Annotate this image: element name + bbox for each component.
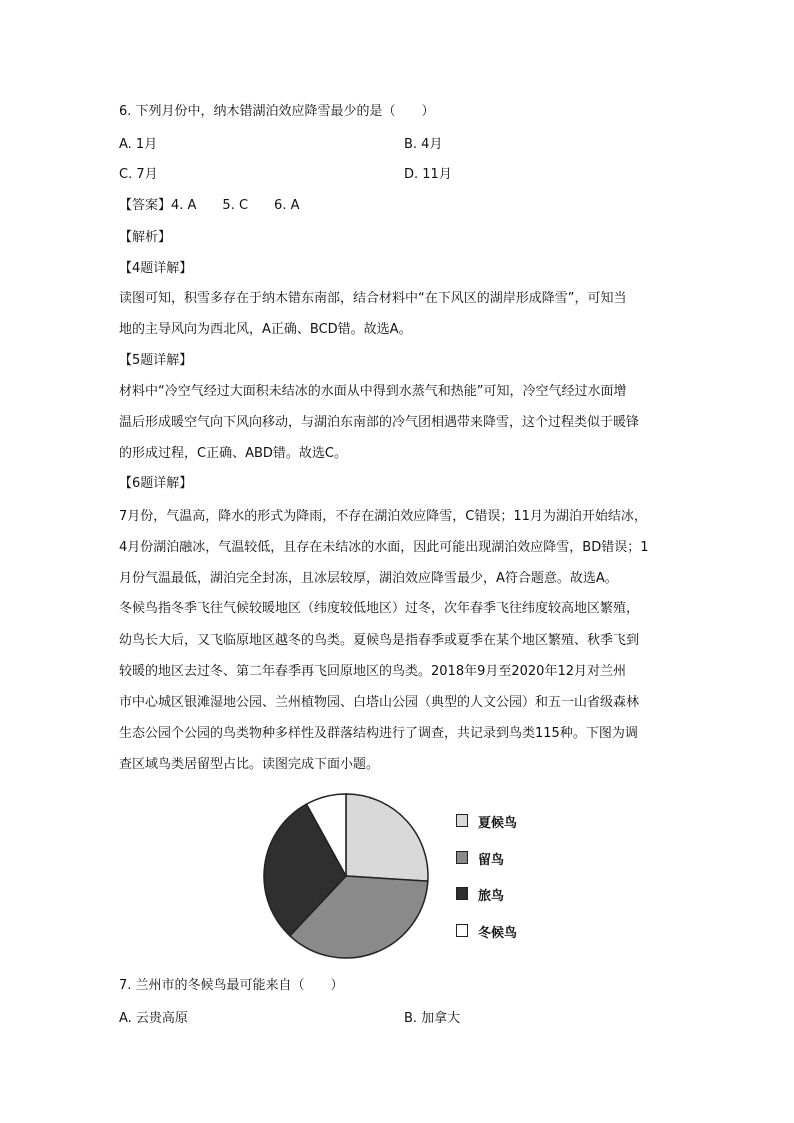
q5-detail-heading: 【5题详解】 [119,353,193,368]
passage-line: 冬候鸟指冬季飞往气候较暖地区（纬度较低地区）过冬，次年春季飞往纬度较高地区繁殖， [119,601,640,616]
question-6-option-d: D. 11月 [404,167,452,182]
analysis-heading: 【解析】 [119,230,172,245]
question-6-option-c: C. 7月 [119,167,158,182]
q4-detail-line: 读图可知，积雪多存在于纳木错东南部，结合材料中“在下风区的湖岸形成降雪”，可知当 [119,291,627,306]
legend-swatch [456,851,468,864]
q6-detail-heading: 【6题详解】 [119,476,193,491]
passage-line: 幼鸟长大后，又飞临原地区越冬的鸟类。夏候鸟是指春季或夏季在某个地区繁殖、秋季飞到 [119,633,640,648]
passage-line: 市中心城区银滩湿地公园、兰州植物园、白塔山公园（典型的人文公园）和五一山省级森林 [119,695,640,710]
question-6-option-b: B. 4月 [404,137,443,152]
q6-detail-line: 7月份，气温高，降水的形式为降雨，不存在湖泊效应降雪，C错误；11月为湖泊开始结冰， [119,509,647,524]
answer-line: 【答案】4. A 5. C 6. A [119,198,300,213]
legend-label: 留鸟 [478,853,505,868]
legend-label: 冬候鸟 [478,926,518,941]
legend-swatch [456,924,468,937]
question-7-option-a: A. 云贵高原 [119,1011,188,1026]
question-7-option-b: B. 加拿大 [404,1011,461,1026]
question-6-option-a: A. 1月 [119,137,158,152]
q5-detail-line: 材料中“冷空气经过大面积未结冰的水面从中得到水蒸气和热能”可知，冷空气经过水面增 [119,384,627,399]
q6-detail-line: 月份气温最低，湖泊完全封冻，且冰层较厚，湖泊效应降雪最少，A符合题意。故选A。 [119,571,618,586]
passage-line: 较暖的地区去过冬、第二年春季再飞回原地区的鸟类。2018年9月至2020年12月对兰州 [119,664,626,679]
bird-residence-pie-chart [258,792,434,960]
legend-swatch [456,814,468,827]
q6-detail-line: 4月份湖泊融冰，气温较低，且存在未结冰的水面，因此可能出现湖泊效应降雪，BD错误；1 [119,540,649,555]
passage-line: 生态公园个公园的鸟类物种多样性及群落结构进行了调查，共记录到鸟类115种。下图为调 [119,726,638,741]
legend-label: 夏候鸟 [478,816,518,831]
legend-swatch [456,887,468,900]
question-6-stem: 6. 下列月份中，纳木错湖泊效应降雪最少的是（ ） [119,104,435,119]
q5-detail-line: 温后形成暖空气向下风向移动，与湖泊东南部的冷气团相遇带来降雪，这个过程类似于暖锋 [119,415,640,430]
q4-detail-line: 地的主导风向为西北风，A正确、BCD错。故选A。 [119,322,412,337]
pie-slice-summer-visitor [346,794,428,881]
q5-detail-line: 的形成过程，C正确、ABD错。故选C。 [119,446,347,461]
passage-line: 查区域鸟类居留型占比。读图完成下面小题。 [119,757,380,772]
legend-label: 旅鸟 [478,889,505,904]
q4-detail-heading: 【4题详解】 [119,261,193,276]
question-7-stem: 7. 兰州市的冬候鸟最可能来自（ ） [119,978,344,993]
